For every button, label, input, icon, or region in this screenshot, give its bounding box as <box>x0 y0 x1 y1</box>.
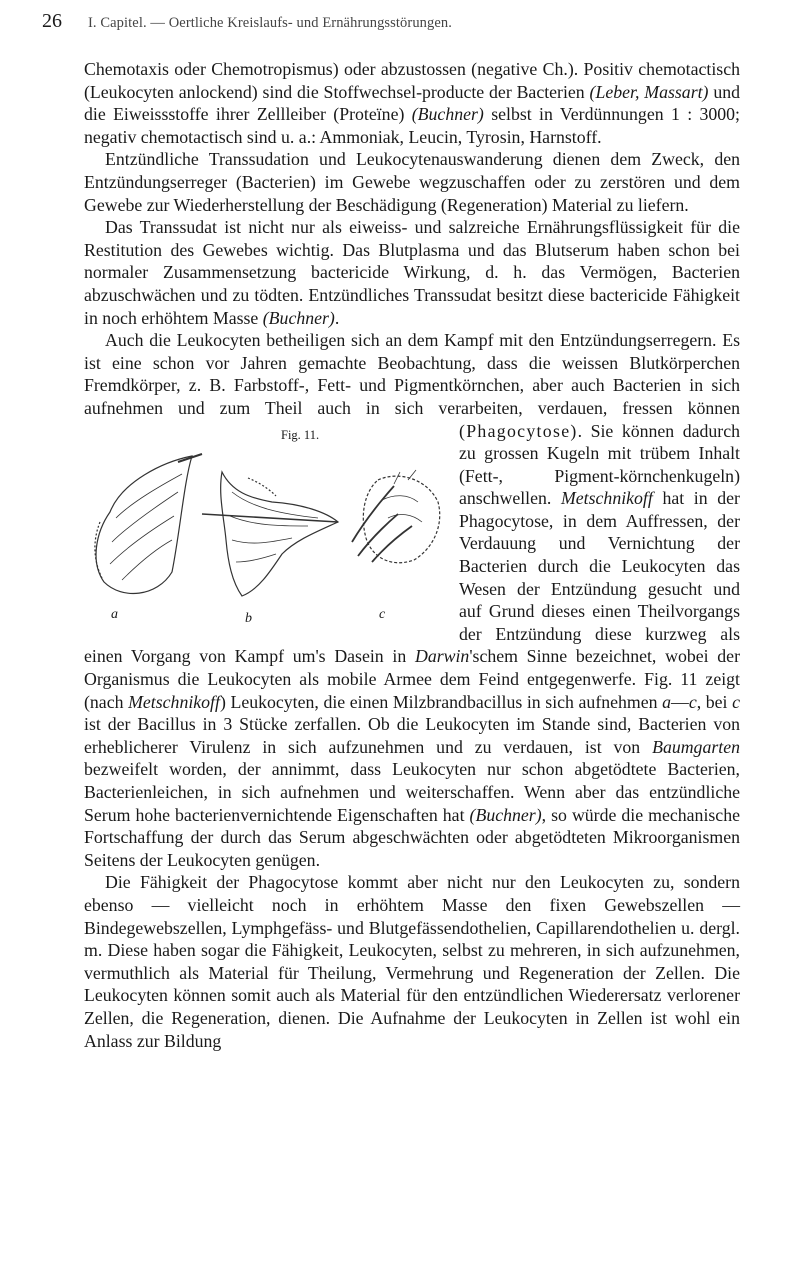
leukocyte-c-drawing <box>352 470 440 563</box>
figure-panel-label: b <box>245 610 252 626</box>
text-run: selbst in Verdünnungen 1 : 3000; negativ chemotactisch sind u. a.: Ammoniak, Leucin, Tyrosin, Harnstoff. <box>84 104 740 147</box>
citation: (Buchner) <box>469 804 542 825</box>
page-header <box>42 10 762 34</box>
author-name: Metschnikoff <box>560 488 653 509</box>
text-run: Chemotaxis oder Chemotropismus) oder abzustossen (negative Ch.). Positiv chemotactisch (Leukocyten anlockend) sind die Stoffwechsel-producte der Bacterien <box>84 59 740 102</box>
figure-ref: c <box>732 691 740 712</box>
text-run: , bei <box>696 691 733 712</box>
figure-ref: c <box>688 691 697 712</box>
author-name: Darwin <box>414 646 470 667</box>
text-run: . Sie können dadurch zu grossen Kugeln mit trübem Inhalt (Fett-, Pigment-körnchenkugeln) anschwellen. <box>459 420 740 509</box>
emphasized-term: (Phagocytose) <box>459 420 578 441</box>
text-run: 'schem Sinne bezeichnet, wobei der Organismus die Leukocyten als mobile Armee dem Feind entgegenwerfe. Fig. 11 zeigt (nach <box>84 646 740 712</box>
text-run: — <box>671 691 689 712</box>
text-run: ist der Bacillus in 3 Stücke zerfallen. Ob die Leukocyten im Stande sind, Bacterien von erheblicherer Virulenz in sich aufzunehmen und zu verdauen, ist von <box>84 714 740 757</box>
text-run: Das Transsudat ist nicht nur als eiweiss- und salzreiche Ernährungsflüssigkeit für die Restitution des Gewebes wichtig. Das Blutplasma und das Blutserum haben schon bei normaler Zusammensetzung bactericide Wirkung, d. h. das Vermögen, Bacterien abzuschwächen und zu tödten. Entzündliches Transsudat besitzt diese bactericide Fähigkeit in noch erhöhtem Masse <box>84 217 740 328</box>
figure-11 <box>82 422 449 632</box>
text-run: hat in der Phagocytose, in dem Auffressen, der Verdauung und Vernichtung der Bacterien durch die Leukocyten das Wesen der Entzündung gesucht und auf Grund dieses einen Theilvorgangs der Entzündung diese kurzweg als einen Vorgang von Kampf um's Dasein in <box>84 488 740 667</box>
paragraph: Entzündliche Transsudation und Leukocytenauswanderung dienen dem Zweck, den Entzündungserreger (Bacterien) im Gewebe wegzuschaffen oder zu zerstören und dem Gewebe zur Wiederherstellung der Beschädigung (Regeneration) Material zu liefern. <box>84 149 740 215</box>
body-text <box>84 58 740 1052</box>
text-run: , so würde die mechanische Fortschaffung der durch das Serum abgeschwächten oder abgetödteten Mikroorganismen Seitens der Leukocyten genügen. <box>84 804 740 870</box>
author-name: Metschnikoff <box>128 691 220 712</box>
figure-label: Fig. 11. <box>281 427 320 442</box>
figure-ref: a <box>662 691 672 712</box>
text-run: ) Leukocyten, die einen Milzbrandbacillus in sich aufnehmen <box>219 691 663 712</box>
text-run: und die Eiweissstoffe ihrer Zellleiber (Proteïne) <box>84 81 740 125</box>
paragraph <box>84 216 740 329</box>
paragraph <box>84 58 740 148</box>
leukocyte-b-drawing <box>202 472 338 596</box>
leukocyte-a-drawing <box>95 454 202 593</box>
figure-panel-label: a <box>111 606 118 622</box>
text-run: bezweifelt worden, der annimmt, dass Leukocyten nur schon abgetödtete Bacterien, Bacterienleichen, in sich aufnehmen und weiterschaffen. Wenn aber das entzündliche Serum hohe bacterienvernichtende Eigenschaften hat <box>84 759 740 825</box>
page-number: 26 <box>42 10 62 32</box>
text-run: . <box>334 307 340 328</box>
citation: (Buchner) <box>262 307 335 328</box>
text-run: Auch die Leukocyten betheiligen sich an dem Kampf mit den Entzündungserregern. Es ist eine schon vor Jahren gemachte Beobachtung, dass die weissen Blutkörperchen Fremdkörper, z. B. Farbstoff-, Fett- und Pigmentkörnchen, aber auch Bacterien in sich aufnehmen und zum Theil auch in sich verarbeiten, verdauen, fressen können <box>84 330 740 418</box>
figure-panel-label: c <box>379 606 386 622</box>
leukocyte-illustration <box>82 422 449 632</box>
paragraph <box>84 329 740 871</box>
citation: (Buchner) <box>411 104 484 125</box>
citation: (Leber, Massart) <box>589 81 709 102</box>
author-name: Baumgarten <box>652 736 740 757</box>
running-title: I. Capitel. — Oertliche Kreislaufs- und Ernährungsstörungen. <box>88 15 452 31</box>
paragraph: Die Fähigkeit der Phagocytose kommt aber nicht nur den Leukocyten zu, sondern ebenso — vielleicht noch in erhöhtem Masse den fixen Gewebszellen — Bindegewebszellen, Lymphgefäss- und Blutgefässendothelien, Capillarendothelien u. dergl. m. Diese haben sogar die Fähigkeit, Leukocyten, selbst zu mehreren, in sich aufzunehmen, vermuthlich als Material für Theilung, Vermehrung und Regeneration der Zellen. Die Leukocyten können somit auch als Material für den entzündlichen Wiederersatz verlorener Zellen, die Regeneration, dienen. Die Aufnahme der Leukocyten in Zellen ist wohl ein Anlass zur Bildung <box>84 872 740 1051</box>
